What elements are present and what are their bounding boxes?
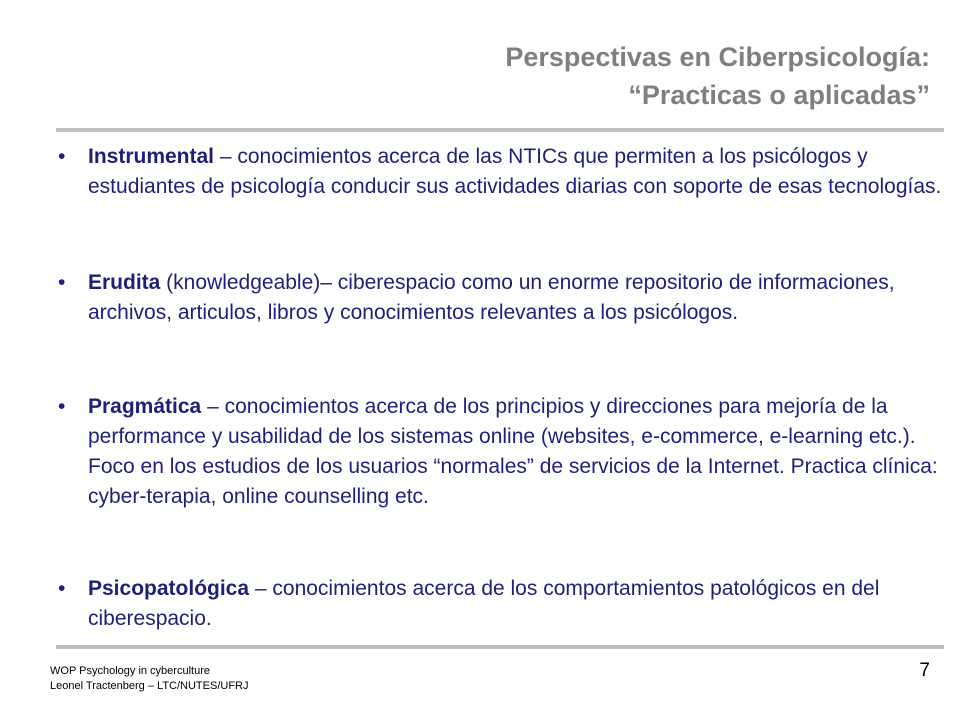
- bullet-marker: •: [58, 395, 66, 418]
- bullet-erudita: [58, 268, 943, 328]
- title-divider: [56, 128, 944, 132]
- bullet-psicopatologica: [58, 574, 943, 634]
- bullet-description: – conocimientos acerca de los principios y direcciones para mejoría de la performance y usabilidad de los sistemas online (websites, e-commerce, e-learning etc.). Foco en los estudios de los usuarios “normales” de servicios de la Internet. Practica clínica: cyber-terapia, online counselling etc.: [88, 395, 938, 508]
- bullet-text: [88, 392, 943, 512]
- footer-author: Leonel Tractenberg – LTC/NUTES/UFRJ: [50, 680, 249, 692]
- footer: [50, 664, 248, 694]
- bullet-text: [88, 268, 943, 328]
- bullet-marker: •: [58, 145, 66, 168]
- footer-course: WOP Psychology in cyberculture: [50, 665, 210, 677]
- bullet-description: – conocimientos acerca de los comportamientos patológicos en del ciberespacio.: [88, 577, 880, 630]
- bullet-text: [88, 574, 943, 634]
- footer-divider: [56, 645, 944, 649]
- bullet-description: (knowledgeable)– ciberespacio como un enorme repositorio de informaciones, archivos, articulos, libros y conocimientos relevantes a los psicólogos.: [88, 271, 895, 324]
- slide-title: [505, 38, 930, 114]
- slide-title-line-1: Perspectivas en Ciberpsicología:: [505, 42, 930, 72]
- bullet-marker: •: [58, 577, 66, 600]
- bullet-term: Erudita: [88, 271, 161, 294]
- page-number: 7: [919, 660, 930, 681]
- bullet-term: Pragmática: [88, 395, 202, 418]
- bullet-term: Psicopatológica: [88, 577, 250, 600]
- bullet-pragmatica: [58, 392, 943, 512]
- bullet-description: – conocimientos acerca de las NTICs que permiten a los psicólogos y estudiantes de psicología conducir sus actividades diarias con soporte de esas tecnologías.: [88, 145, 942, 198]
- slide-title-line-2: “Practicas o aplicadas”: [628, 80, 930, 110]
- bullet-marker: •: [58, 271, 66, 294]
- bullet-text: [88, 142, 943, 202]
- bullet-term: Instrumental: [88, 145, 215, 168]
- bullet-instrumental: [58, 142, 943, 202]
